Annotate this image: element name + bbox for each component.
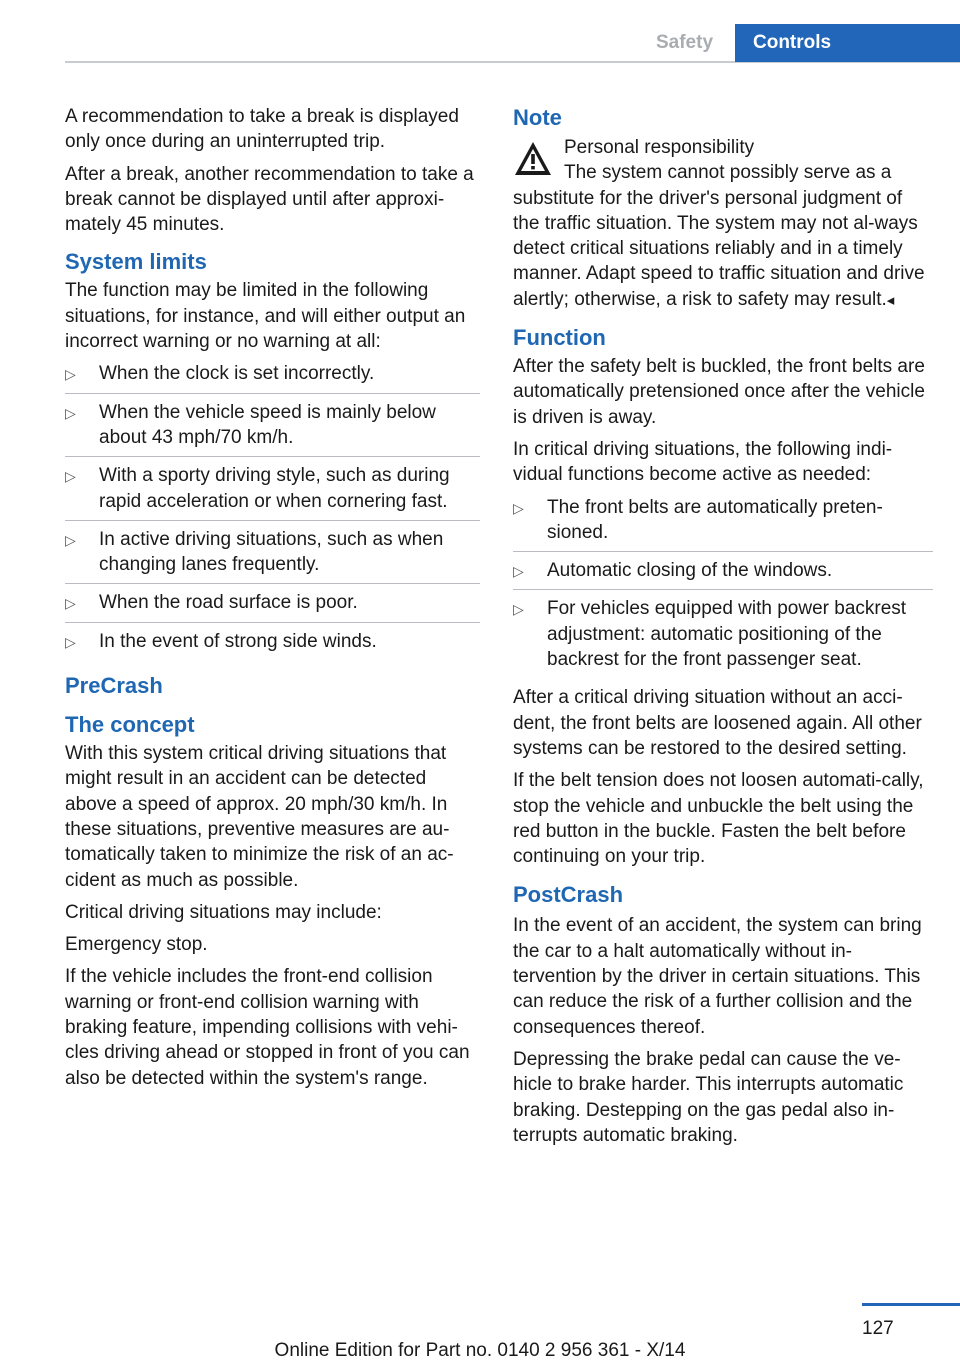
triangle-right-icon: ▷ [65,404,76,421]
paragraph: Critical driving situations may include: [65,901,382,923]
list-item [65,590,480,622]
triangle-right-icon: ▷ [513,499,524,516]
paragraph: In critical driving situations, the following indi-vidual functions become active as needed: [513,438,893,486]
list-item-text: In the event of strong side winds. [99,630,377,652]
right-column [513,104,933,1155]
tab-controls[interactable]: Controls [735,24,960,62]
triangle-right-icon: ▷ [513,601,524,618]
note-heading-text: Personal responsibility [564,137,755,158]
warning-icon [513,139,553,179]
paragraph: With this system critical driving situations that might result in an accident can be detected above a speed of approx. 20 mph/30 km/h. In these situations, preventive measures are au-tomatically taken to minimize the risk of an ac-cident as much as possible. [65,743,454,891]
paragraph: A recommendation to take a break is displayed only once during an uninterrupted trip. [65,106,459,153]
system-limits-heading: System limits [65,249,207,275]
triangle-right-icon: ▷ [65,595,76,612]
list-item-text: With a sporty driving style, such as during rapid acceleration or when cornering fast. [99,465,450,512]
limits-list [65,361,480,660]
paragraph: Emergency stop. [65,934,208,956]
precrash-heading: PreCrash [65,673,163,699]
paragraph: Depressing the brake pedal can cause the ve-hicle to brake harder. This interrupts automatic braking. Destepping on the gas pedal also in-terrupts automatic braking. [513,1048,904,1146]
list-item [65,361,480,393]
function-heading: Function [513,325,606,351]
note-box [513,135,933,313]
paragraph: In the event of an accident, the system can bring the car to a halt automatically without in-tervention by the driver in certain situations. This can reduce the risk of a further collision and the consequences thereof. [513,915,922,1038]
list-item-text: The front belts are automatically preten-sioned. [547,496,883,543]
list-item-text: Automatic closing of the windows. [547,560,833,582]
functions-list [513,495,933,679]
list-item [65,527,480,585]
postcrash-heading: PostCrash [513,882,624,908]
list-item [65,400,480,458]
note-body-text: The system cannot possibly serve as a substitute for the driver's personal judgment of the traffic situation. The system may not al-ways detect critical situations reliably and in a timely manner. Adapt speed to traffic situation and drive alertly; otherwise, a risk to safety may result. [513,162,925,310]
list-item-text: When the clock is set incorrectly. [99,363,375,385]
list-item-text: When the road surface is poor. [99,592,358,614]
triangle-right-icon: ▷ [65,633,76,650]
left-column [65,104,480,1098]
footer-edition: Online Edition for Part no. 0140 2 956 361 - X/14 [274,1340,686,1361]
paragraph: If the vehicle includes the front-end collision warning or front-end collision warning with braking feature, impending collisions with vehi-cles driving ahead or stopped in front of you can also be detected within the system's range. [65,966,470,1089]
triangle-right-icon: ▷ [65,366,76,383]
list-item-text: When the vehicle speed is mainly below about 43 mph/70 km/h. [99,401,436,448]
triangle-right-icon: ▷ [513,563,524,580]
list-item [65,463,480,521]
tab-safety[interactable]: Safety [655,32,714,53]
paragraph: After a break, another recommendation to take a break cannot be displayed until after approxi-mately 45 minutes. [65,163,474,236]
list-item-text: In active driving situations, such as when changing lanes frequently. [99,528,444,576]
paragraph: If the belt tension does not loosen automati-cally, stop the vehicle and unbuckle the belt using the red button in the buckle. Fasten the belt before continuing on your trip. [513,770,924,868]
paragraph: After a critical driving situation without an acci-dent, the front belts are loosened again. All other systems can be restored to the desired setting. [513,687,922,759]
list-item [513,495,933,553]
triangle-right-icon: ▷ [65,468,76,485]
page-number: 127 [862,1318,894,1339]
concept-heading: The concept [65,712,195,738]
list-item [65,629,480,660]
list-item [513,596,933,678]
triangle-right-icon: ▷ [65,531,76,548]
page-number-rule [862,1303,960,1306]
paragraph: The function may be limited in the following situations, for instance, and will either output an incorrect warning or no warning at all: [65,280,466,353]
end-mark: ◂ [886,291,895,309]
list-item-text: For vehicles equipped with power backrest adjustment: automatic positioning of the backrest for the front passenger seat. [547,598,907,671]
list-item [513,558,933,590]
paragraph: After the safety belt is buckled, the front belts are automatically pretensioned once after the vehicle is driven is away. [513,356,925,428]
note-text [513,160,933,313]
note-title: Note [513,105,562,130]
